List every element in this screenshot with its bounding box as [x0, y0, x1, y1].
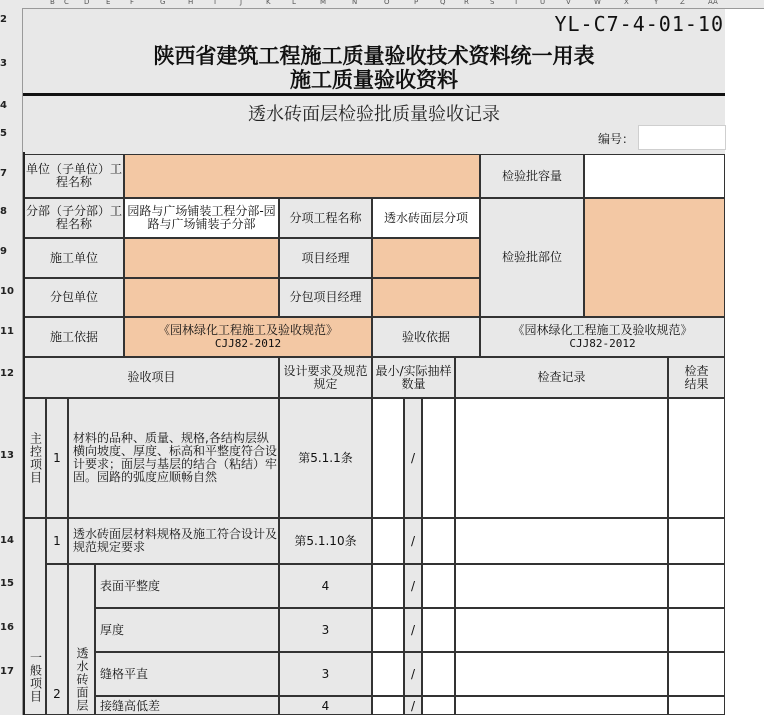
- unit-label: 单位（子单位）工程名称: [26, 162, 123, 189]
- spec-text: 3: [321, 666, 330, 681]
- column-header-g[interactable]: G: [160, 0, 166, 6]
- column-header-j[interactable]: J: [240, 0, 243, 6]
- row-header-11[interactable]: 11: [0, 326, 14, 337]
- sample-slash: /: [410, 622, 416, 637]
- column-header-c[interactable]: C: [64, 0, 69, 6]
- row-header-bar: [0, 8, 23, 715]
- row-header-4[interactable]: 4: [0, 100, 7, 111]
- table-left-border: [23, 152, 725, 715]
- sample-slash: /: [410, 578, 416, 593]
- item-text: 表面平整度: [100, 578, 161, 593]
- spec-text: 4: [321, 699, 330, 713]
- capacity-label: 检验批容量: [501, 168, 562, 183]
- column-header-u[interactable]: U: [540, 0, 546, 6]
- column-header-n[interactable]: N: [352, 0, 358, 6]
- spec-text: 第5.1.10条: [294, 533, 357, 548]
- record-title: 透水砖面层检验批质量验收记录: [248, 104, 500, 125]
- form-subtitle-line: 施工质量验收资料: [290, 68, 458, 92]
- subitem-value: 透水砖面层分项: [383, 210, 468, 225]
- spec-text: 3: [321, 622, 330, 637]
- row-number: 2: [53, 687, 61, 701]
- sample-slash: /: [410, 699, 416, 713]
- record-header-text: 检查记录: [537, 370, 586, 384]
- location-label: 检验批部位: [501, 250, 562, 264]
- item-text: 厚度: [100, 622, 125, 637]
- row-header-14[interactable]: 14: [0, 535, 14, 546]
- column-header-q[interactable]: Q: [440, 0, 446, 6]
- row-header-9[interactable]: 9: [0, 246, 7, 257]
- column-header-f[interactable]: F: [130, 0, 135, 6]
- column-header-y[interactable]: Y: [654, 0, 659, 6]
- column-header-m[interactable]: M: [320, 0, 327, 6]
- row-header-7[interactable]: 7: [0, 168, 7, 179]
- row-number: 1: [53, 450, 61, 465]
- spec-text: 4: [321, 578, 330, 593]
- column-header-d[interactable]: D: [84, 0, 90, 6]
- basis-value-title: 《园林绿化工程施工及验收规范》: [157, 323, 338, 337]
- accept-basis-value-code: CJJ82-2012: [569, 337, 636, 350]
- basis-label: 施工依据: [49, 329, 98, 344]
- item-text: 透水砖面层材料规格及施工符合设计及规范规定要求: [73, 527, 278, 554]
- subcontractor-label: 分包单位: [49, 290, 98, 304]
- column-header-bar: [0, 0, 764, 9]
- accept-basis-value-title: 《园林绿化工程施工及验收规范》: [512, 323, 693, 337]
- division-value: 园路与广场铺装工程分部-园路与广场铺装子分部: [127, 204, 276, 231]
- sample-slash: /: [410, 666, 416, 681]
- row-header-15[interactable]: 15: [0, 578, 14, 589]
- row-header-2[interactable]: 2: [0, 14, 7, 25]
- sheet-right-gutter: [725, 9, 764, 715]
- column-header-i[interactable]: I: [214, 0, 217, 6]
- sub-group-label: 透水砖面层: [75, 647, 89, 712]
- row-header-16[interactable]: 16: [0, 622, 14, 633]
- row-header-8[interactable]: 8: [0, 206, 7, 217]
- column-header-x[interactable]: X: [624, 0, 629, 6]
- sample-header-text: 最小/实际抽样数量: [375, 363, 452, 391]
- column-header-h[interactable]: H: [188, 0, 194, 6]
- column-header-e[interactable]: E: [106, 0, 111, 6]
- row-header-12[interactable]: 12: [0, 368, 14, 379]
- form-code: YL-C7-4-01-10: [554, 12, 724, 36]
- row-header-3[interactable]: 3: [0, 58, 7, 69]
- sub-pm-label: 分包项目经理: [289, 290, 362, 304]
- result-header-text: 检查结果: [684, 363, 709, 391]
- main-group-label: 主控项目: [28, 432, 43, 484]
- number-input-cell[interactable]: [638, 125, 726, 150]
- column-header-r[interactable]: R: [464, 0, 469, 6]
- title-divider: [23, 93, 725, 96]
- accept-basis-label: 验收依据: [401, 329, 450, 344]
- column-header-s[interactable]: S: [490, 0, 495, 6]
- column-header-t[interactable]: T: [514, 0, 519, 6]
- row-header-17[interactable]: 17: [0, 666, 14, 677]
- column-header-b[interactable]: B: [50, 0, 55, 6]
- item-header-text: 验收项目: [127, 370, 176, 384]
- column-header-v[interactable]: V: [566, 0, 571, 6]
- column-header-p[interactable]: P: [414, 0, 419, 6]
- subitem-label: 分项工程名称: [289, 210, 362, 225]
- number-label: 编号：: [598, 132, 635, 146]
- row-number: 1: [53, 533, 61, 548]
- row-header-13[interactable]: 13: [0, 450, 14, 461]
- sample-slash: /: [410, 450, 416, 465]
- column-header-k[interactable]: K: [266, 0, 271, 6]
- contractor-label: 施工单位: [49, 250, 98, 265]
- item-text: 接缝高低差: [100, 699, 161, 713]
- column-header-z[interactable]: Z: [680, 0, 685, 6]
- general-group-label: 一般项目: [28, 650, 43, 703]
- spec-header-text: 设计要求及规范规定: [283, 363, 368, 391]
- column-header-o[interactable]: O: [384, 0, 390, 6]
- spec-text: 第5.1.1条: [298, 450, 353, 465]
- pm-label: 项目经理: [301, 250, 350, 265]
- row-header-10[interactable]: 10: [0, 286, 14, 297]
- row-header-5[interactable]: 5: [0, 128, 7, 139]
- basis-value-code: CJJ82-2012: [214, 337, 282, 350]
- column-header-w[interactable]: W: [594, 0, 601, 6]
- column-header-l[interactable]: L: [292, 0, 296, 6]
- form-title: 陕西省建筑工程施工质量验收技术资料统一用表: [153, 44, 595, 68]
- division-label: 分部（子分部）工程名称: [26, 204, 123, 231]
- item-text: 材料的品种、质量、规格,各结构层纵横向坡度、厚度、标高和平整度符合设计要求；面层与基层的结合（粘结）牢固。园路的弧度应顺畅自然: [73, 431, 278, 484]
- item-text: 缝格平直: [100, 666, 149, 681]
- sample-slash: /: [410, 533, 416, 548]
- column-header-aa[interactable]: AA: [708, 0, 718, 6]
